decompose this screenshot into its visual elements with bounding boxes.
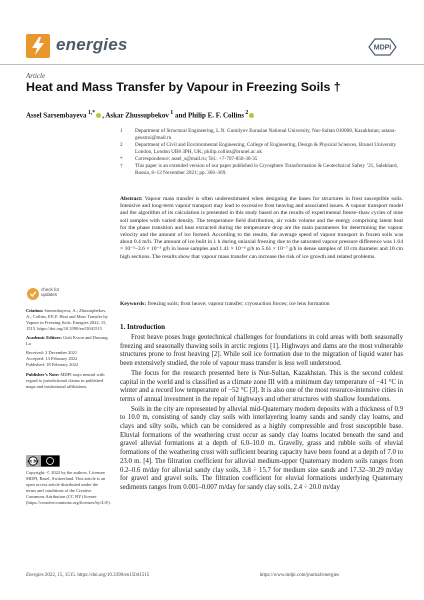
- extended-version-note: [120, 163, 402, 176]
- affiliation-mark: *: [120, 156, 123, 162]
- affiliation-item: [120, 128, 402, 141]
- orcid-icon[interactable]: [96, 113, 101, 118]
- affiliation-mark: 2: [120, 142, 123, 148]
- author-list: [26, 110, 406, 119]
- cc-license-icon[interactable]: [26, 454, 60, 466]
- citation-label: Citation:: [26, 308, 44, 313]
- received-date: Received: 2 December 2021: [26, 350, 78, 356]
- updates-icon: [27, 288, 39, 300]
- footer-citation[interactable]: 2022, 15, 1515. https://doi.org/10.3390/en15041515: [43, 573, 150, 578]
- accepted-date: Accepted: 13 February 2022: [26, 356, 78, 362]
- journal-name: energies: [56, 35, 128, 54]
- author-affiliation-mark: 1,*: [86, 110, 96, 116]
- publisher-note: [26, 372, 108, 390]
- publisher-note-label: Publisher’s Note:: [26, 371, 60, 377]
- affiliation-mark: †: [120, 163, 123, 170]
- citation-text[interactable]: Sarsembayeva, A.; Zhussupbekov, A.; Collins, P.E.F. Heat and Mass Transfer by Vapour in Freezing Soils. Energies 2022, 15, 1515. https://doi.org/10.3390/en15041515: [26, 308, 108, 331]
- publisher-note-text: MDPI stays neutral with regard to jurisdictional claims in published maps and institutional affiliations.: [26, 371, 105, 389]
- paragraph: Frost heave poses huge geotechnical challenges for foundations in cold areas with both seasonally freezing and seasonally thawing soils in arctic regions [1]. Highways and dams are the most vulnerable structures prone to frost heaving [2]. While soil ice formation due to the migration of liquid water has been extensively studied, the role of vapour mass transfer is less well understood.: [120, 334, 403, 368]
- keywords: [120, 301, 403, 308]
- abstract-text: Vapour mass transfer is often underestimated when designing the bases for structures in frost susceptible soils. Intensive and long-term vapour transport may lead to excessive frost heaving and associated issues. A vapour transport model and the algorithm of its calculation is presented in this study based on the results of experimental freeze–thaw cycles of nine soil samples with varied density. The temperature field distribution, air voids volume and the energy comprising latent heat for the phase transition and heat extracted during the temperature drop are the main parameters for determining the vapour velocity and the amount of ice formed. According to the results, the average speed of vapour transport in frozen soils was about 0.4 m/h. The amount of ice built in 1 h during uniaxial freezing due to the saturated vapour pressure difference was 1.64 × 10⁻⁵–3.6 × 10⁻⁵ g/h in loose samples and 1.41 × 10⁻⁶ g/h to 5.61 × 10⁻⁷ g/h in dense samples of 10 cm diameter and 10 cm high sections. The results show that vapour mass transfer can increase the risk of ice growth and related problems.: [120, 196, 403, 260]
- extended-version-text: This paper is an extended version of our paper published in Cryosphere Transformation & Geotechnical Safety ’21, Salekhard, Russia, 8–12 November 2021; pp. 366–369.: [135, 163, 398, 176]
- section-heading: 1. Introduction: [120, 323, 165, 331]
- abstract: [120, 196, 403, 261]
- paragraph: Soils in the city are represented by alluvial mid-Quaternary modern deposits with a thickness of 0.9 to 10.0 m, consisting of sandy clay soils with interlayering loamy sands and sandy clay loams, and clays and silty soils, which can be considered as a highly compressible and frost susceptible base. Eluvial formations of the weathering crust occur as sandy clay loams located beneath the sand and gravel alluvial formations at a depth of 6.0–10.0 m. Gravelly, grass and rubble soils of eluvial formations of the weathering crust with sufficient bearing capacity have been found at a depth of 7.0 to 23.0 m. [4]. The filtration coefficient for alluvial medium-upper Quaternary modern soils ranges from 0.2–0.6 m/day for alluvial sandy clay soils, 3.8 ÷ 15.7 for medium size sands and 17.32–30.29 m/day for gravel and gravel soils. The filtration coefficient for eluvial formations underlying Quaternary sediments ranges from 0.001–0.007 m/day for sandy clay soils, 2.4 ÷ 20.0 m/day: [120, 405, 403, 491]
- check-for-updates-button[interactable]: [26, 283, 62, 305]
- editors-label: Academic Editors:: [26, 335, 62, 341]
- paragraph: The focus for the research presented here is Nur-Sultan, Kazakhstan. This is the second coldest capital in the world and is classified as a climate zone III with a minimum day temperature of −41 °C in winter and a record low temperature of −52 °C [3]. It is also one of the most resource-intensive cities in terms of annual investment in the repair of highways and other structures with shallow foundations.: [120, 369, 403, 403]
- affiliation-text: Department of Structural Engineering, L.N. Gumilyov Eurasian National University, Nur-Sultan 010008, Kazakhstan; astana-geostroi@mail.ru: [135, 128, 397, 141]
- page-footer: [26, 573, 339, 578]
- article-sidebar: [26, 308, 108, 393]
- footer-journal-url[interactable]: https://www.mdpi.com/journal/energies: [259, 573, 339, 578]
- publisher-logo-icon: [367, 37, 398, 57]
- author-name[interactable]: and Philip E. F. Collins: [173, 111, 244, 120]
- published-date: Published: 18 February 2022: [26, 362, 79, 368]
- license-text: Copyright: © 2022 by the authors. Licensee MDPI, Basel, Switzerland. This article is an open access article distributed under the terms and conditions of the Creative Commons Attribution (CC BY) license (https://creativecommons.org/licenses/by/4.0/).: [26, 470, 111, 505]
- author-name[interactable]: Assel Sarsembayeva: [26, 111, 87, 120]
- footer-journal: Energies: [26, 573, 44, 578]
- citation-block: [26, 308, 108, 332]
- publisher-name: MDPI: [373, 44, 392, 52]
- affiliation-text: Department of Civil and Environmental Engineering, College of Engineering, Design & Physical Sciences, Brunel University London, London UB8 3PH, UK; philip.collins@brunel.ac.uk: [135, 142, 397, 155]
- introduction-body: [120, 334, 403, 494]
- article-type: Article: [26, 72, 46, 80]
- header-divider: [0, 64, 424, 65]
- correspondence-item: [120, 156, 402, 163]
- orcid-icon[interactable]: [249, 113, 254, 118]
- keywords-text: freezing soils; frost heave; vapour transfer; cryosuction forces; ice lens formation: [147, 301, 330, 307]
- affiliations: [120, 128, 402, 177]
- keywords-label: Keywords:: [120, 301, 147, 307]
- affiliation-item: [120, 142, 402, 155]
- author-affiliation-mark: 1: [168, 110, 174, 116]
- editors-block: [26, 335, 108, 347]
- affiliation-mark: 1: [120, 128, 123, 134]
- updates-label: check for updates: [41, 287, 60, 298]
- abstract-label: Abstract:: [120, 196, 143, 202]
- editors-text: Gizh Kwon and Dawang Lu: [26, 335, 108, 347]
- correspondence-text: Correspondence: assel_s@mail.ru; Tel.: +7-707-850-30-35: [135, 156, 258, 162]
- cc-label: cc by: [27, 458, 39, 464]
- author-name[interactable]: , Askar Zhussupbekov: [102, 111, 169, 120]
- author-affiliation-mark: 2: [243, 110, 249, 116]
- article-title: Heat and Mass Transfer by Vapour in Freezing Soils †: [26, 80, 341, 94]
- journal-logo-icon: [26, 34, 50, 58]
- dates-block: [26, 350, 108, 368]
